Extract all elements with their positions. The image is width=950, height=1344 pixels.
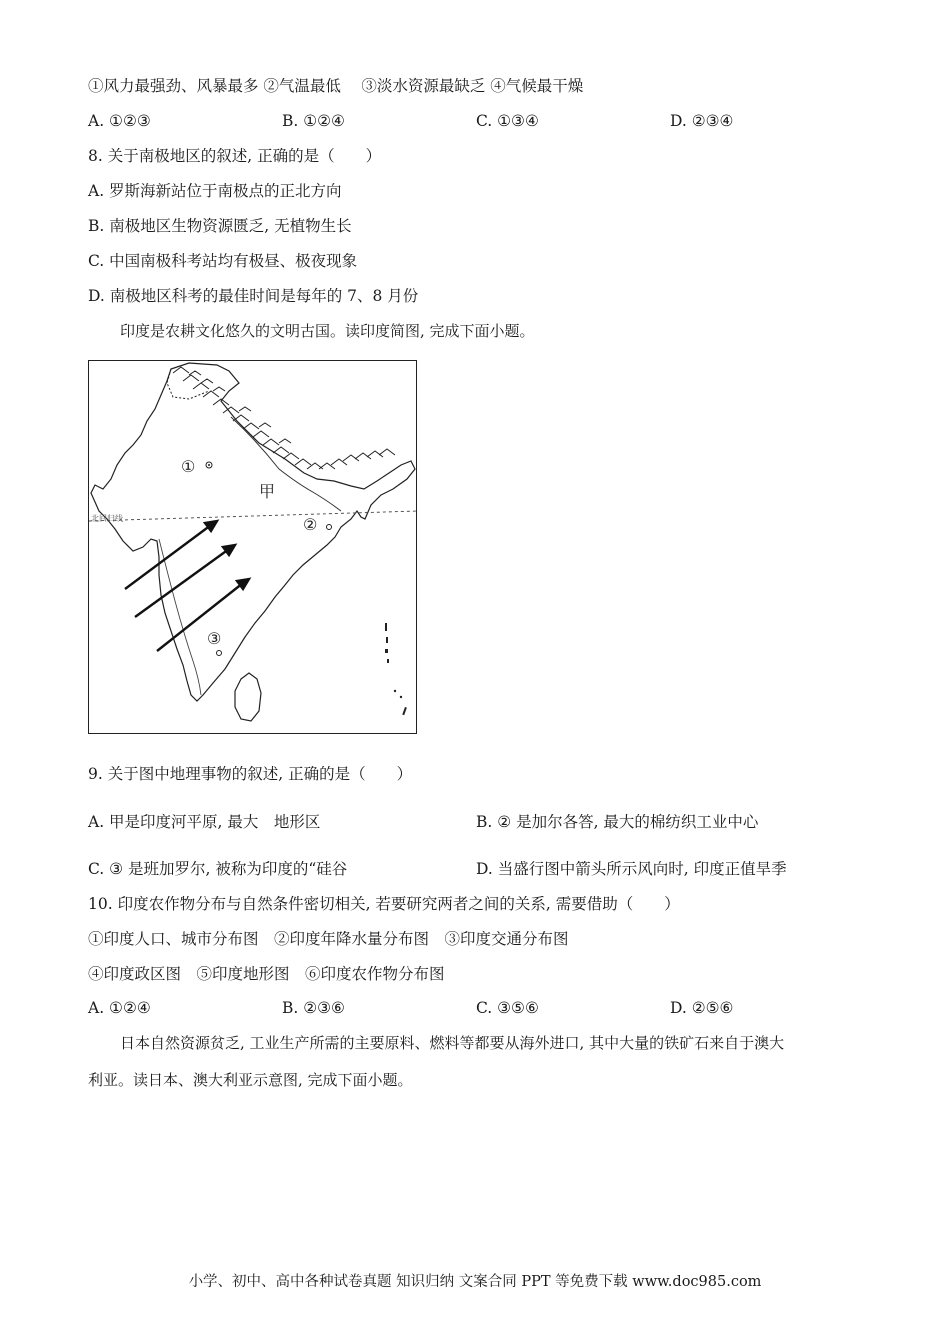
india-outline xyxy=(91,363,415,701)
map-label-3: ③ xyxy=(207,629,222,648)
q8-stem: 8. 关于南极地区的叙述, 正确的是（ ） xyxy=(88,147,382,165)
q8-option-b: B. 南极地区生物资源匮乏, 无植物生长 xyxy=(88,217,352,235)
q7-option-c: C. ①③④ xyxy=(476,112,539,130)
q9-stem: 9. 关于图中地理事物的叙述, 正确的是（ ） xyxy=(88,765,413,783)
himalaya-mountains xyxy=(173,367,395,469)
japan-intro-line2: 利亚。读日本、澳大利亚示意图, 完成下面小题。 xyxy=(88,1071,413,1089)
sri-lanka xyxy=(235,673,261,721)
india-intro: 印度是农耕文化悠久的文明古国。读印度简图, 完成下面小题。 xyxy=(120,322,535,340)
q8-option-a: A. 罗斯海新站位于南极点的正北方向 xyxy=(88,182,342,200)
q7-option-d: D. ②③④ xyxy=(670,112,734,130)
western-ghats-line xyxy=(159,539,201,695)
q10-option-a: A. ①②④ xyxy=(88,999,151,1017)
q10-line2: ④印度政区图 ⑤印度地形图 ⑥印度农作物分布图 xyxy=(88,965,445,983)
q10-option-b: B. ②③⑥ xyxy=(282,999,345,1017)
city-dot-3 xyxy=(217,651,222,656)
q10-stem: 10. 印度农作物分布与自然条件密切相关, 若要研究两者之间的关系, 需要借助（ ） xyxy=(88,895,680,913)
q9-option-a: A. 甲是印度河平原, 最大 地形区 xyxy=(88,813,321,831)
page-footer: 小学、初中、高中各种试卷真题 知识归纳 文案合同 PPT 等免费下载 www.doc985.com xyxy=(188,1274,762,1290)
q8-option-d: D. 南极地区科考的最佳时间是每年的 7、8 月份 xyxy=(88,287,419,305)
q9-option-b: B. ② 是加尔各答, 最大的棉纺织工业中心 xyxy=(476,813,759,831)
tropic-line xyxy=(89,511,417,521)
q10-line1: ①印度人口、城市分布图 ②印度年降水量分布图 ③印度交通分布图 xyxy=(88,930,569,948)
india-map-drawing xyxy=(89,361,417,734)
q7-option-a: A. ①②③ xyxy=(88,112,151,130)
japan-intro-line1: 日本自然资源贫乏, 工业生产所需的主要原料、燃料等都要从海外进口, 其中大量的铁矿石来自于澳大 xyxy=(120,1034,785,1052)
map-label-jia: 甲 xyxy=(259,482,276,501)
city-dot-2 xyxy=(327,525,332,530)
q7-option-b: B. ①②④ xyxy=(282,112,345,130)
tropic-label: 北回归线 xyxy=(91,514,123,523)
q10-option-c: C. ③⑤⑥ xyxy=(476,999,539,1017)
map-label-1: ① xyxy=(181,457,196,476)
map-label-2: ② xyxy=(303,515,318,534)
q10-option-d: D. ②⑤⑥ xyxy=(670,999,734,1017)
q9-option-c: C. ③ 是班加罗尔, 被称为印度的“硅谷 xyxy=(88,860,348,878)
monsoon-arrows xyxy=(125,521,249,651)
q7-statements: ①风力最强劲、风暴最多 ②气温最低 ③淡水资源最缺乏 ④气候最干燥 xyxy=(88,77,584,95)
india-map xyxy=(88,360,417,734)
q8-option-c: C. 中国南极科考站均有极昼、极夜现象 xyxy=(88,252,358,270)
andaman-islands xyxy=(385,623,407,715)
q9-option-d: D. 当盛行图中箭头所示风向时, 印度正值旱季 xyxy=(476,860,787,878)
